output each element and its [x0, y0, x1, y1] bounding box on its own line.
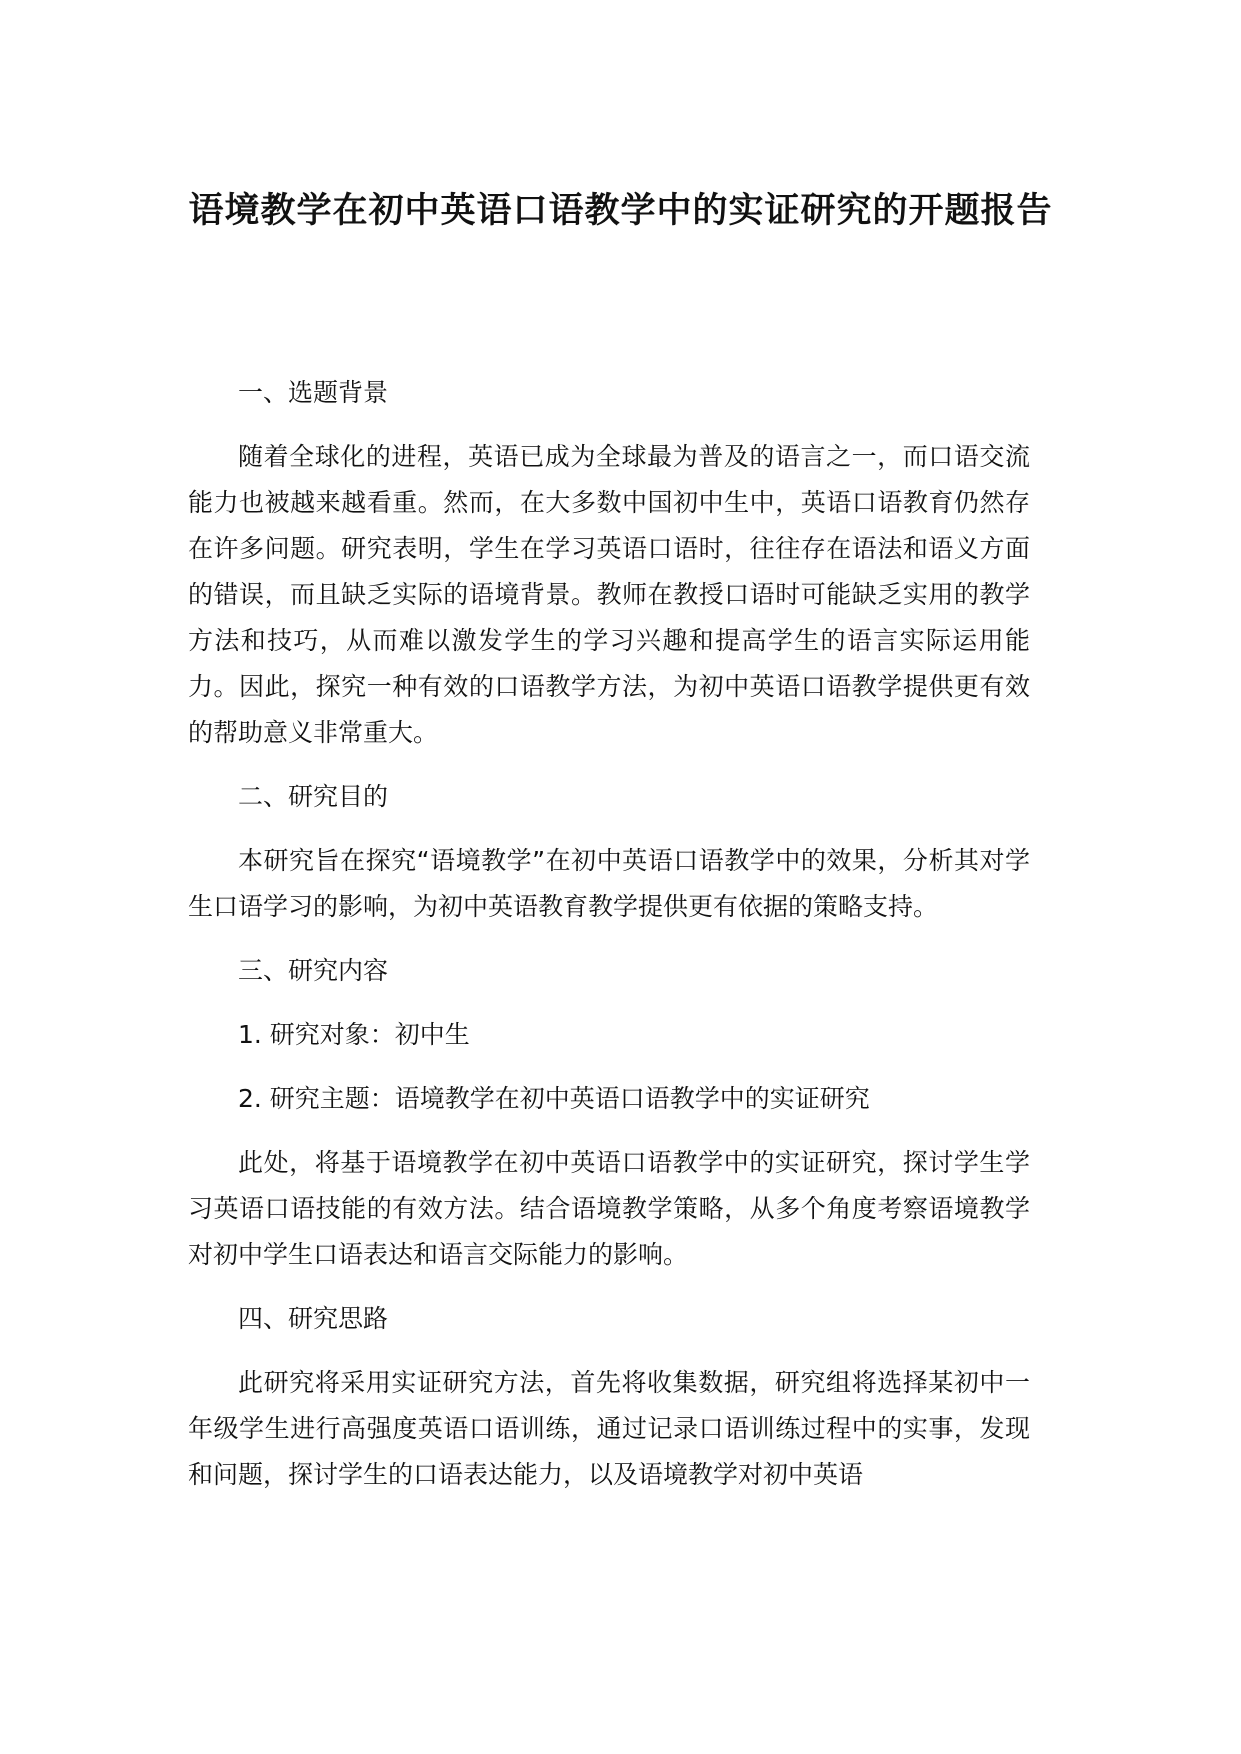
content-item-subject: 1. 研究对象：初中生 — [238, 1020, 470, 1049]
section-heading-purpose: 二、研究目的 — [238, 782, 389, 811]
section-heading-approach: 四、研究思路 — [238, 1304, 389, 1333]
section-heading-background: 一、选题背景 — [238, 378, 389, 407]
document-title: 语境教学在初中英语口语教学中的实证研究的开题报告 — [188, 191, 1053, 231]
document-body — [188, 370, 1030, 1516]
content-paragraph: 此处，将基于语境教学在初中英语口语教学中的实证研究，探讨学生学习英语口语技能的有效方法。结合语境教学策略，从多个角度考察语境教学对初中学生口语表达和语言交际能力的影响。 — [188, 1148, 1030, 1269]
approach-paragraph: 此研究将采用实证研究方法，首先将收集数据，研究组将选择某初中一年级学生进行高强度英语口语训练，通过记录口语训练过程中的实事，发现和问题，探讨学生的口语表达能力，以及语境教学对初中英语 — [188, 1368, 1030, 1489]
section-heading-content: 三、研究内容 — [238, 956, 389, 985]
background-paragraph: 随着全球化的进程，英语已成为全球最为普及的语言之一，而口语交流能力也被越来越看重。然而，在大多数中国初中生中，英语口语教育仍然存在许多问题。研究表明，学生在学习英语口语时，往往存在语法和语义方面的错误，而且缺乏实际的语境背景。教师在教授口语时可能缺乏实用的教学方法和技巧，从而难以激发学生的学习兴趣和提高学生的语言实际运用能力。因此，探究一种有效的口语教学方法，为初中英语口语教学提供更有效的帮助意义非常重大。 — [188, 442, 1030, 747]
content-item-topic: 2. 研究主题：语境教学在初中英语口语教学中的实证研究 — [238, 1084, 870, 1113]
purpose-paragraph: 本研究旨在探究“语境教学”在初中英语口语教学中的效果，分析其对学生口语学习的影响，为初中英语教育教学提供更有依据的策略支持。 — [188, 846, 1030, 921]
